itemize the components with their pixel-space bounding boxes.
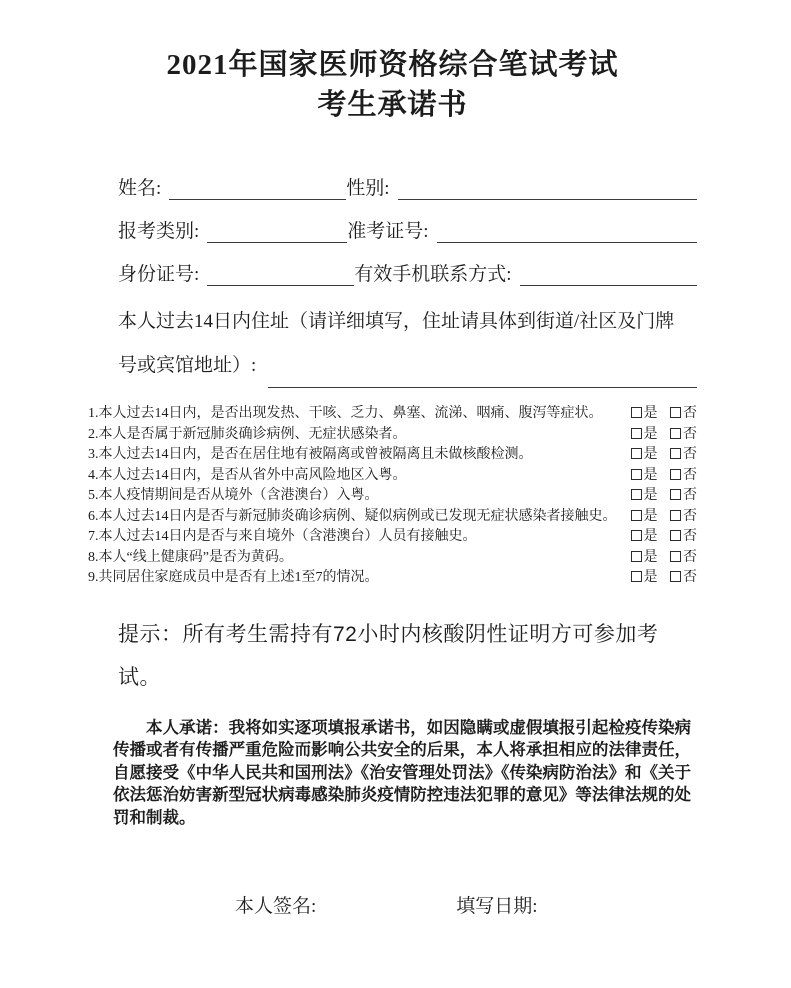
question-text: 8.本人“线上健康码”是否为黄码。 [88,549,293,565]
question-choices [627,404,698,425]
checkbox-icon [670,571,681,582]
checkbox-icon [631,448,642,459]
form-row-category-ticket [118,217,697,243]
id-number-input-line[interactable] [207,264,354,286]
checkbox-icon [631,428,642,439]
yes-label: 是 [643,570,658,585]
no-label: 否 [683,406,697,421]
document-title [88,48,697,122]
yes-label: 是 [643,447,658,462]
question-choices [627,548,698,569]
phone-label: 有效手机联系方式: [354,264,512,285]
question-text: 3.本人过去14日内，是否在居住地有被隔离或曾被隔离且未做核酸检测。 [88,447,533,462]
no-checkbox[interactable] [670,486,697,507]
address-section [118,300,697,388]
name-input-line[interactable] [169,178,346,200]
form-row-id-phone [118,260,697,286]
checkbox-icon [670,469,681,480]
no-label: 否 [683,426,697,442]
checkbox-icon [631,571,642,582]
yes-checkbox[interactable] [631,568,658,589]
question-text: 5.本人疫情期间是否从境外（含港澳台）入粤。 [88,488,379,503]
address-label-line-2-row [118,344,697,388]
question-choices [627,445,698,466]
signature-section [88,891,697,918]
question-text: 4.本人过去14日内，是否从省外中高风险地区入粤。 [88,467,407,483]
question-choices [627,425,698,446]
checkbox-icon [631,469,642,480]
yes-label: 是 [643,488,658,503]
no-label: 否 [683,570,697,585]
question-choices [627,507,698,528]
yes-checkbox[interactable] [631,404,658,425]
question-text: 2.本人是否属于新冠肺炎确诊病例、无症状感染者。 [88,426,407,442]
checkbox-icon [670,428,681,439]
checkbox-icon [670,448,681,459]
yes-checkbox[interactable] [631,527,658,548]
question-text: 9.共同居住家庭成员中是否有上述1至7的情况。 [88,570,379,585]
form-row-name-gender [118,174,697,200]
yes-label: 是 [643,467,658,483]
pledge-paragraph: 本人承诺：我将如实逐项填报承诺书，如因隐瞒或虚假填报引起检疫传染病传播或者有传播严重危险而影响公共安全的后果，本人将承担相应的法律责任，自愿接受《中华人民共和国刑法》《治安管理处罚法》《传染病防治法》和《关于依法惩治妨害新型冠状病毒感染肺炎疫情防控违法犯罪的意见》等法律法规的处罚和制裁。 [113,718,691,827]
checkbox-icon [631,407,642,418]
no-label: 否 [683,467,697,483]
question-row-2 [88,425,697,446]
address-label-line-2: 号或宾馆地址）: [118,355,257,376]
gender-input-line[interactable] [398,178,697,200]
checkbox-icon [670,489,681,500]
no-label: 否 [683,508,697,524]
yes-checkbox[interactable] [631,548,658,569]
signature-label: 本人签名: [235,896,317,917]
address-input-line[interactable] [268,352,697,388]
question-choices [627,486,698,507]
checkbox-icon [631,510,642,521]
no-checkbox[interactable] [670,527,697,548]
checkbox-icon [670,530,681,541]
ticket-number-input-line[interactable] [437,221,697,243]
health-questionnaire [88,404,697,589]
question-text: 1.本人过去14日内，是否出现发热、干咳、乏力、鼻塞、流涕、咽痛、腹泻等症状。 [88,406,603,421]
ticket-number-label: 准考证号: [347,221,429,242]
yes-label: 是 [643,529,658,544]
question-row-7 [88,527,697,548]
checkbox-icon [670,407,681,418]
checkbox-icon [631,551,642,562]
no-checkbox[interactable] [670,425,697,446]
yes-checkbox[interactable] [631,425,658,446]
no-checkbox[interactable] [670,548,697,569]
no-label: 否 [683,488,697,503]
question-choices [627,466,698,487]
question-row-8 [88,548,697,569]
question-choices [627,527,698,548]
yes-label: 是 [643,549,658,565]
category-input-line[interactable] [207,221,347,243]
yes-checkbox[interactable] [631,486,658,507]
no-checkbox[interactable] [670,568,697,589]
question-row-3 [88,445,697,466]
no-label: 否 [683,549,697,565]
nucleic-acid-notice: 提示：所有考生需持有72小时内核酸阴性证明方可参加考试。 [118,622,659,689]
question-text: 6.本人过去14日内是否与新冠肺炎确诊病例、疑似病例或已发现无症状感染者接触史。 [88,508,617,524]
no-label: 否 [683,447,697,462]
yes-checkbox[interactable] [631,466,658,487]
fill-date-label: 填写日期: [456,896,538,917]
gender-label: 性别: [346,178,390,199]
question-row-4 [88,466,697,487]
question-text: 7.本人过去14日内是否与来自境外（含港澳台）人员有接触史。 [88,529,477,544]
no-label: 否 [683,529,697,544]
yes-label: 是 [643,406,658,421]
yes-label: 是 [643,508,658,524]
question-row-6 [88,507,697,528]
no-checkbox[interactable] [670,507,697,528]
name-label: 姓名: [118,178,162,199]
no-checkbox[interactable] [670,445,697,466]
yes-checkbox[interactable] [631,445,658,466]
address-label-line-1: 本人过去14日内住址（请详细填写，住址请具体到街道/社区及门牌 [118,311,675,332]
title-line-2: 考生承诺书 [317,89,468,121]
checkbox-icon [631,530,642,541]
no-checkbox[interactable] [670,466,697,487]
yes-label: 是 [643,426,658,442]
question-row-1 [88,404,697,425]
title-line-1: 2021年国家医师资格综合笔试考试 [166,49,619,81]
category-label: 报考类别: [118,221,200,242]
yes-checkbox[interactable] [631,507,658,528]
checkbox-icon [631,489,642,500]
question-choices [627,568,698,589]
question-row-9 [88,568,697,589]
checkbox-icon [670,510,681,521]
candidate-info-section [118,174,697,286]
checkbox-icon [670,551,681,562]
no-checkbox[interactable] [670,404,697,425]
id-number-label: 身份证号: [118,264,200,285]
question-row-5 [88,486,697,507]
phone-input-line[interactable] [520,264,697,286]
